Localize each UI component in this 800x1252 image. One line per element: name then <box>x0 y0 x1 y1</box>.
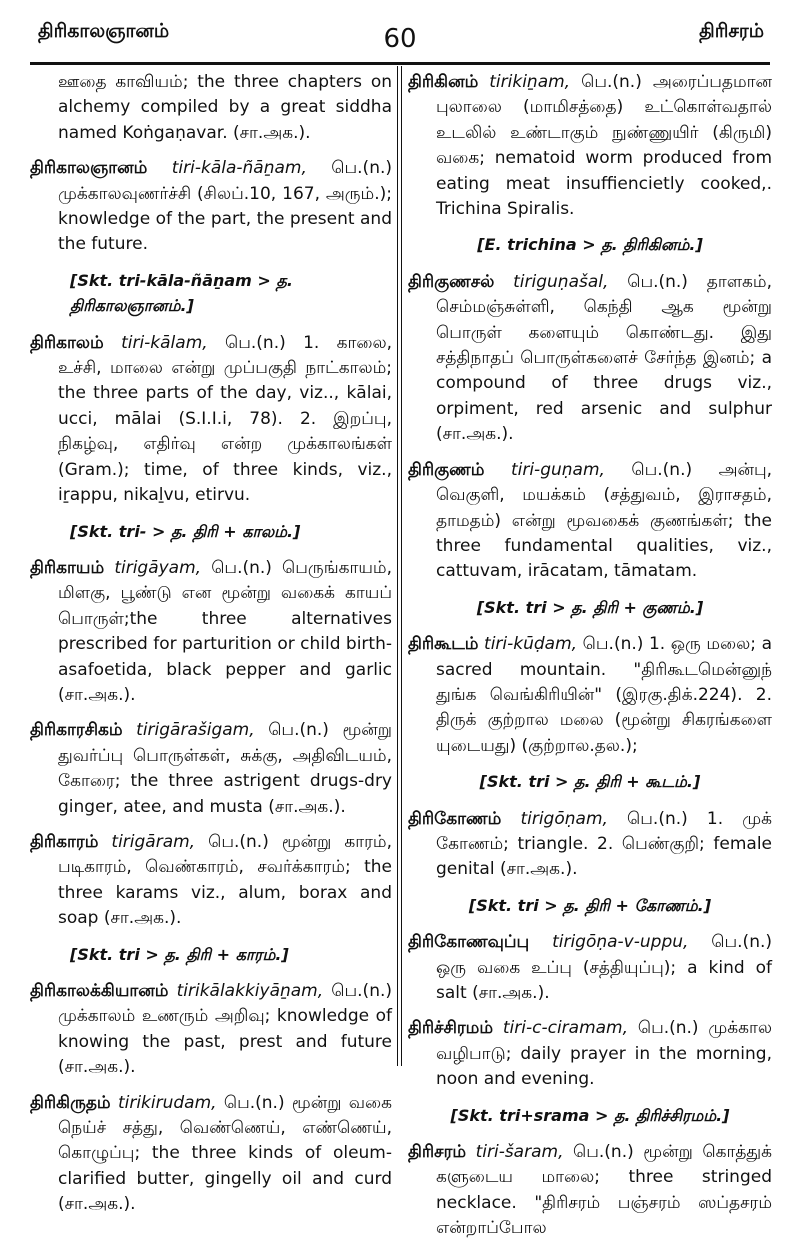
entry-definition: பெ.(n.) அன்பு, வெகுளி, மயக்கம் (சத்துவம், இராசதம், தாமதம்) என்று மூவகைக் குணங்கள்; the three fundamental qualities, viz., cattuvam, irācatam, tāmatam. <box>436 459 773 582</box>
etymology-note: [E. trichina > த. திரிகினம்.] <box>477 235 703 255</box>
entry-transliteration: tiri-kūḍam, <box>484 634 578 655</box>
page-header <box>0 0 800 62</box>
entry-transliteration: tirigōṇam, <box>520 808 608 829</box>
entry-headword: திரிகாயம் <box>30 557 105 578</box>
entry-headword: திரிகாலஞானம் <box>30 158 148 179</box>
entry-transliteration: tirigārašigam, <box>136 720 255 741</box>
entry-transliteration: tiriguṇašal, <box>513 271 609 292</box>
header-guide-word-left: திரிகாலஞானம் <box>38 20 170 42</box>
entry-headword: திரிகாலக்கியானம் <box>30 981 169 1001</box>
entry-definition: பெ.(n.) மூன்று காரம், படிகாரம், வெண்காரம், சவர்க்காரம்; the three karams viz., alum, borax and soap (சா.அக.). <box>58 831 392 929</box>
entry-transliteration: tiri-c-ciramam, <box>502 1018 629 1039</box>
dictionary-entry <box>408 1016 772 1092</box>
page-number: 60 <box>383 24 417 54</box>
entry-headword: திரிகோணவுப்பு <box>408 932 530 953</box>
column-divider <box>397 66 402 1066</box>
etymology-note: [Skt. tri > த. திரி + கூடம்.] <box>479 772 701 792</box>
entry-headword: திரிசரம் <box>408 1142 467 1163</box>
entry-definition: பெ.(n.) 1. ஒரு மலை; a sacred mountain. "திரிகூடமென்னுந் துங்க வெங்கிரியின்" (இரகு.திக்.224). 2. திருக் குற்றால மலை (மூன்று சிகரங்களை யுடையது) (குற்றால.தல.); <box>436 634 772 756</box>
dictionary-entry <box>408 270 772 448</box>
header-rule <box>30 62 770 65</box>
dictionary-entry <box>30 830 392 932</box>
entry-definition: பெ.(n.) ஒரு வகை உப்பு (சத்தியுப்பு); a kind of salt (சா.அக.). <box>436 932 772 1003</box>
entry-definition: பெ.(n.) 1. முக் கோணம்; triangle. 2. பெண்குறி; female genital (சா.அக.). <box>436 808 772 880</box>
etymology-note: [Skt. tri-kāla-ñāṉam > த. திரிகாலஞானம்.] <box>70 270 293 316</box>
entry-transliteration: tirigāyam, <box>114 557 202 578</box>
etymology-note: [Skt. tri > த. திரி + காரம்.] <box>70 944 289 964</box>
entry-headword: திரிகிருதம் <box>30 1092 111 1113</box>
entry-definition: பெ.(n.) மூன்று கொத்துக் களுடைய மாலை; three stringed necklace. "திரிசரம் பஞ்சரம் ஸப்தசரம் என்றாப்போல <box>436 1142 773 1239</box>
entry-headword: திரிச்சிரமம் <box>408 1018 494 1039</box>
entry-transliteration: tirikirudam, <box>117 1092 217 1113</box>
dictionary-entry <box>408 458 772 585</box>
entry-headword: திரிகோணம் <box>408 808 502 829</box>
dictionary-entry <box>30 156 392 258</box>
entry-transliteration: tiri-šaram, <box>475 1142 564 1163</box>
entry-headword: திரிகுணம் <box>408 459 485 480</box>
entry-transliteration: tirikālakkiyāṉam, <box>176 981 324 1001</box>
entry-definition: பெ.(n.) 1. காலை, உச்சி, மாலை என்று முப்பகுதி நாட்காலம்; the three parts of the day, viz.., kālai, ucci, mālai (S.I.I.i, 78). 2. இறப்பு, நிகழ்வு, எதிர்வு என்ற முக்காலங்கள் (Gram.); time, of three kinds, viz., iṟappu, nikaḻvu, etirvu. <box>58 332 392 506</box>
dictionary-entry <box>30 1091 392 1218</box>
entry-transliteration: tiri-kāla-ñāṉam, <box>171 158 307 179</box>
entry-headword: திரிகாரசிகம் <box>30 720 123 741</box>
entry-definition: பெ.(n.) அரைப்பதமான புலாலை (மாமிசத்தை) உட்கொள்வதால் உடலில் உண்டாகும் நுண்ணுயிர் (கிருமி) வகை; nematoid worm produced from eating meat insuffiencietly cooked,. Trichina Spiralis. <box>436 72 772 220</box>
entry-definition: பெ.(n.) தாளகம், செம்மஞ்சுள்ளி, கெந்தி ஆக மூன்று பொருள் களையும் கொண்டது. இது சத்திநாதப் பொருள்களைச் சேர்ந்த இனம்; a compound of three drugs viz., orpiment, red arsenic and sulphur (சா.அக.). <box>436 271 772 445</box>
left-column <box>30 70 392 1228</box>
entry-headword: திரிகூடம் <box>408 634 479 655</box>
entry-headword: திரிகாலம் <box>30 332 104 353</box>
entry-definition: பெ.(n.) முக்கால வழிபாடு; daily prayer in the morning, noon and evening. <box>436 1018 773 1090</box>
entry-transliteration: tirikiṉam, <box>489 72 571 92</box>
entry-definition: பெ.(n.) முக்காலம் உணரும் அறிவு; knowledge of knowing the past, prest and future (சா.அக.). <box>58 981 392 1078</box>
entry-transliteration: tirigōṇa-v-uppu, <box>552 932 689 953</box>
right-column <box>408 70 772 1252</box>
entry-continuation: ஊதை காவியம்; the three chapters on alchemy compiled by a great siddha named Koṅgaṇavar. (சா.அக.). <box>58 72 392 143</box>
entry-definition: பெ.(n.) மூன்று துவர்ப்பு பொருள்கள், சுக்கு, அதிவிடயம், கோரை; the three astrigent drugs-dry ginger, atee, and musta (சா.அக.). <box>58 720 393 817</box>
entry-definition: பெ.(n.) பெருங்காயம், மிளகு, பூண்டு என மூன்று வகைக் காயப் பொருள்;the three alternatives prescribed for parturition or child birth-asafoetida, black pepper and garlic (சா.அக.). <box>58 557 392 705</box>
etymology-note: [Skt. tri > த. திரி + கோணம்.] <box>468 895 712 915</box>
entry-headword: திரிகாரம் <box>30 831 99 852</box>
header-guide-word-right: திரிசரம் <box>699 20 764 42</box>
entry-transliteration: tirigāram, <box>111 831 196 852</box>
entry-transliteration: tiri-kālam, <box>121 332 208 353</box>
entry-headword: திரிகினம் <box>408 72 479 92</box>
dictionary-entry <box>30 979 392 1081</box>
dictionary-entry <box>408 930 772 1006</box>
etymology-note: [Skt. tri- > த. திரி + காலம்.] <box>70 521 301 541</box>
dictionary-entry <box>30 718 392 820</box>
etymology-note: [Skt. tri+srama > த. திரிச்சிரமம்.] <box>450 1105 730 1125</box>
entry-transliteration: tiri-guṇam, <box>510 459 605 480</box>
dictionary-entry <box>408 632 772 759</box>
entry-definition: பெ.(n.) மூன்று வகை நெய்ச் சத்து, வெண்ணெய், எண்ணெய், கொழுப்பு; the three kinds of oleum-clarified butter, gingelly oil and curd (சா.அக.). <box>58 1092 392 1215</box>
entry-definition: பெ.(n.) முக்காலவுணர்ச்சி (சிலப்.10, 167, அரும்.); knowledge of the part, the present and the future. <box>58 158 392 255</box>
etymology-note: [Skt. tri > த. திரி + குணம்.] <box>476 597 704 617</box>
entry-headword: திரிகுணசல் <box>408 271 495 292</box>
dictionary-entry <box>408 807 772 883</box>
dictionary-entry <box>408 1140 772 1242</box>
dictionary-entry <box>30 331 392 509</box>
dictionary-entry <box>408 70 772 222</box>
dictionary-entry <box>30 556 392 708</box>
